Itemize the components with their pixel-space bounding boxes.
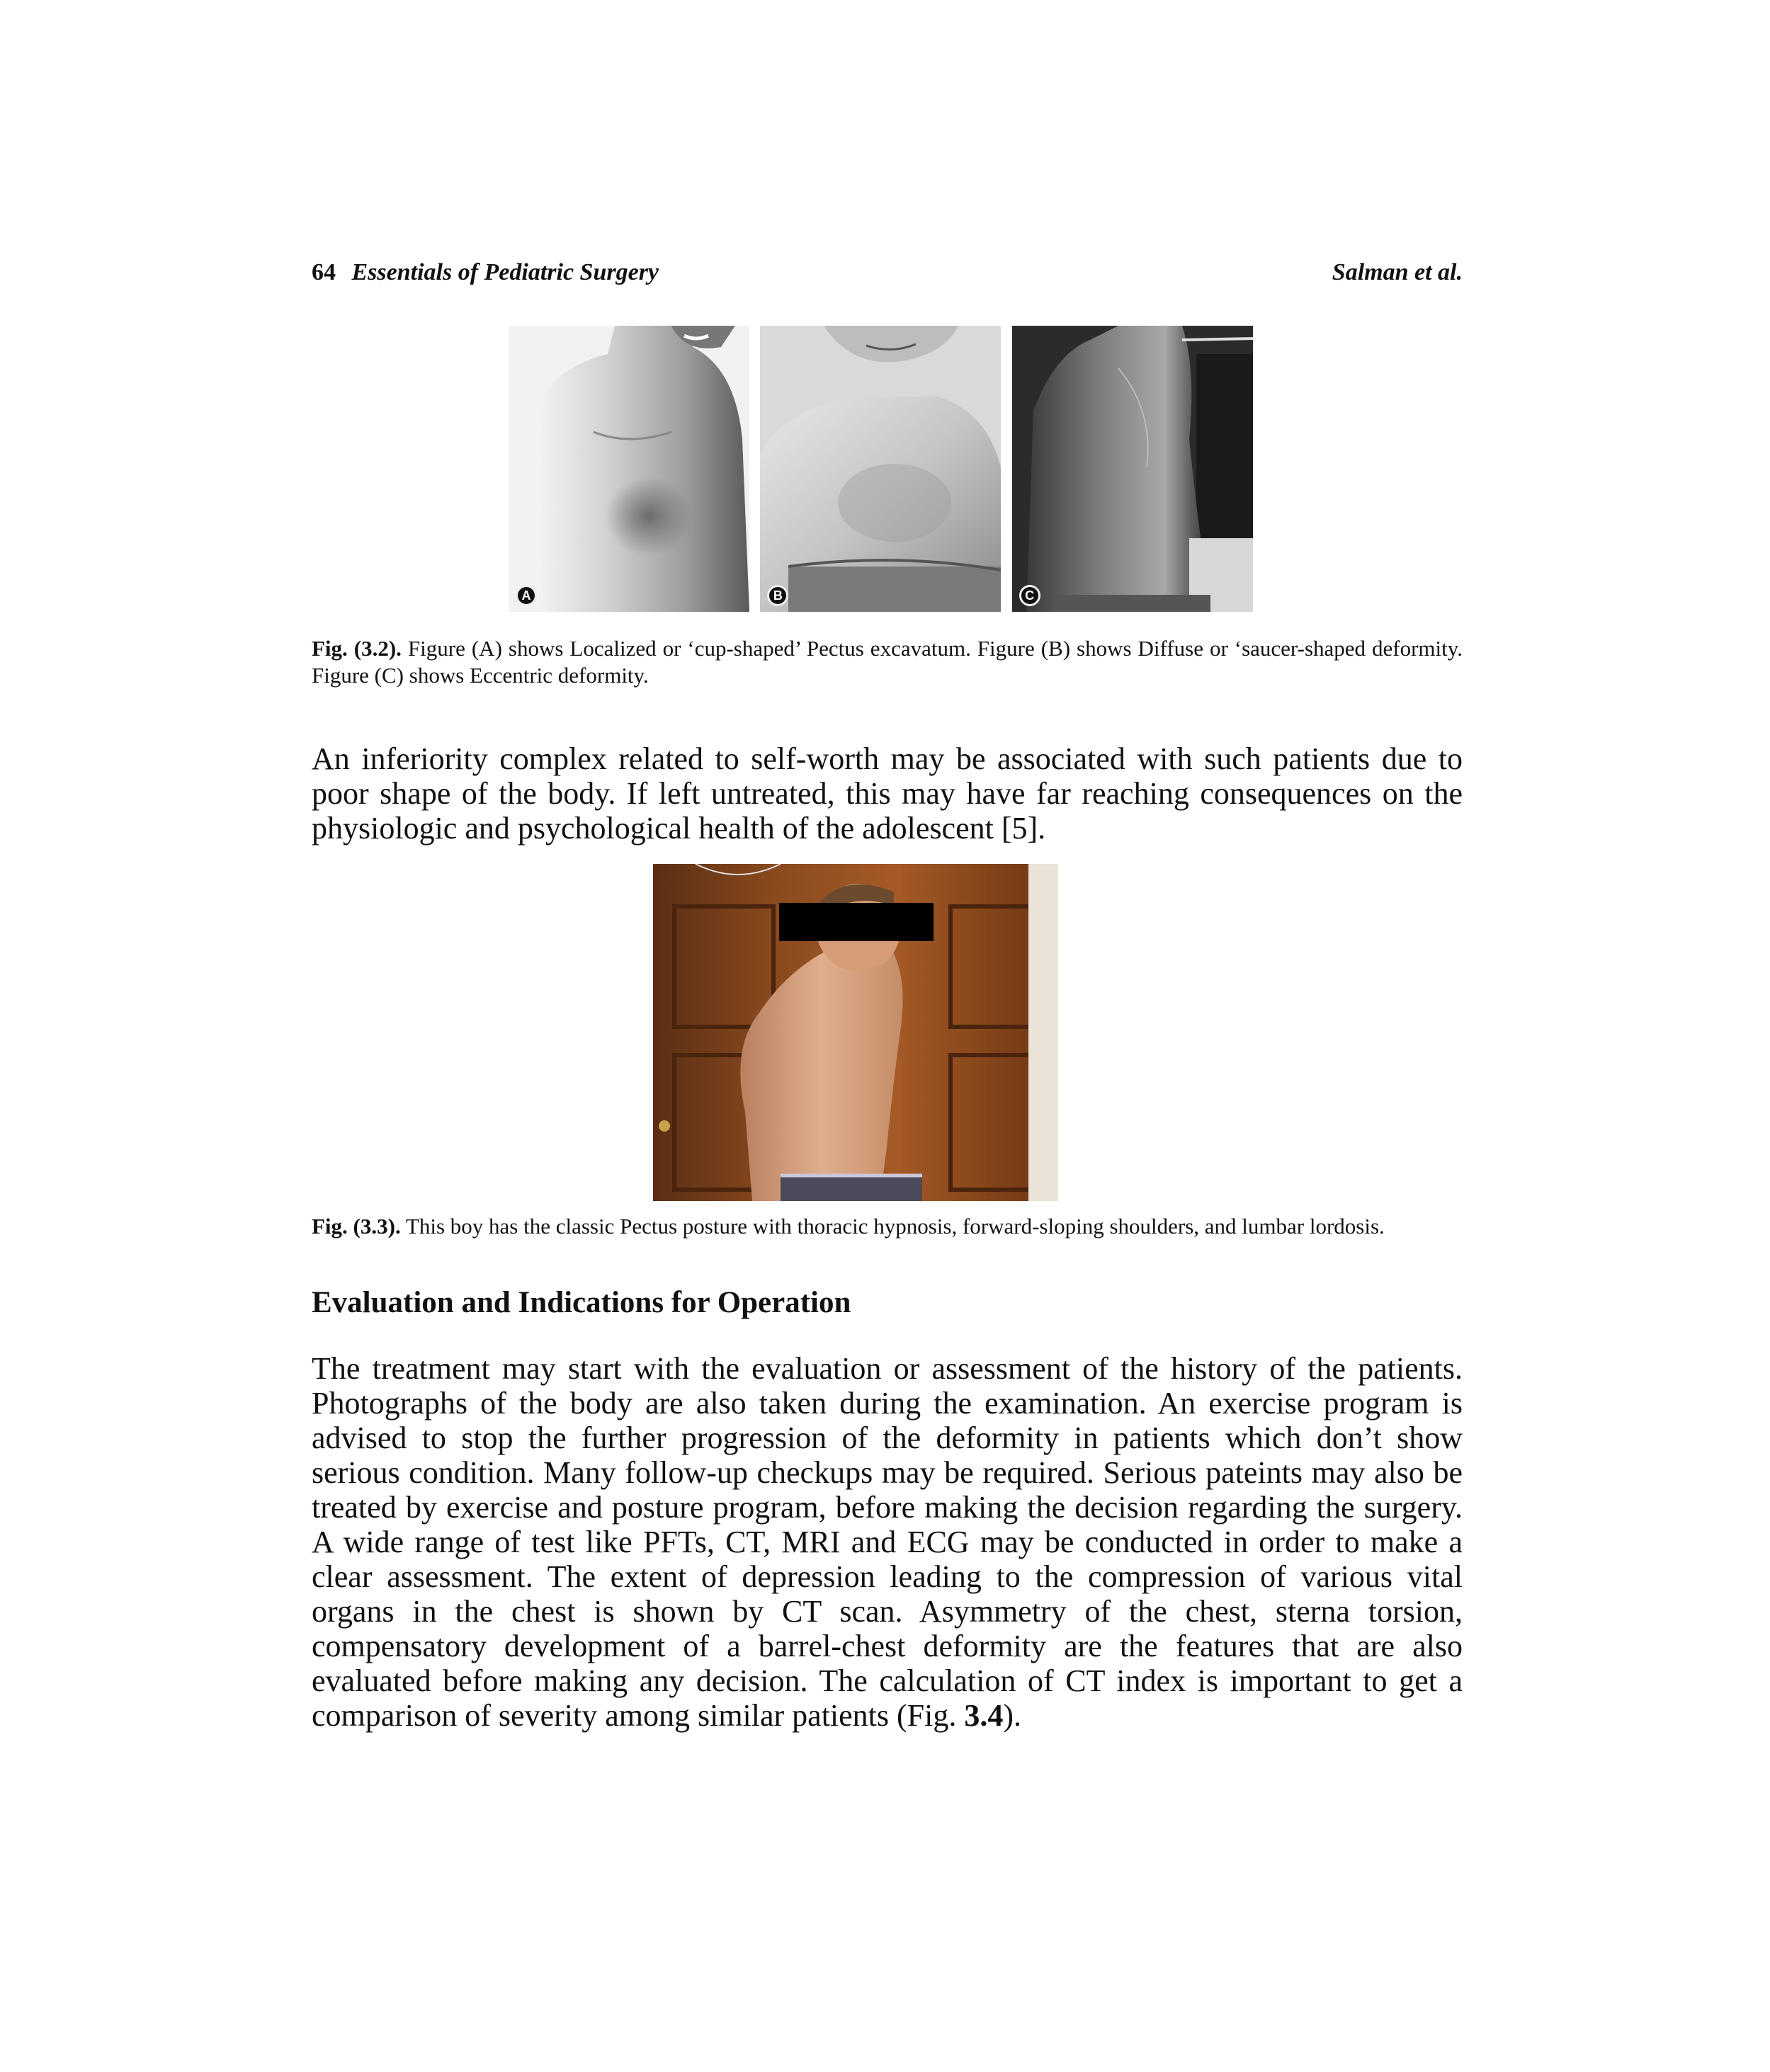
book-title: Essentials of Pediatric Surgery <box>351 259 659 285</box>
figure-3-2-caption-text: Figure (A) shows Localized or ‘cup-shaped’ Pectus excavatum. Figure (B) shows Diffuse or ‘saucer-shaped deformity. Figure (C) shows Eccentric deformity. <box>312 636 1463 688</box>
body-paragraph-1: An inferiority complex related to self-worth may be associated with such patients due to poor shape of the body. If left untreated, this may have far reaching consequences on the physiologic and psychological health of the adolescent [5]. <box>312 741 1463 846</box>
panel-label-a: A <box>516 585 537 606</box>
figure-3-3-caption-text: This boy has the classic Pectus posture with thoracic hypnosis, forward-sloping shoulders, and lumbar lordosis. <box>405 1214 1385 1239</box>
panel-c-photo <box>1012 326 1253 612</box>
body-paragraph-2 <box>312 1351 1463 1733</box>
page-number: 64 <box>312 259 336 285</box>
body-paragraph-2-end: ). <box>1003 1698 1022 1733</box>
figure-3-2-panel-a <box>509 326 754 612</box>
figure-3-2-caption-ref: Fig. (3.2). <box>312 636 402 661</box>
figure-3-4-reference[interactable]: 3.4 <box>964 1698 1004 1733</box>
panel-a-photo <box>509 326 749 612</box>
figure-3-3-caption-ref: Fig. (3.3). <box>312 1214 401 1239</box>
figure-3-3 <box>653 864 1058 1201</box>
figure-3-2-panel-b <box>760 326 1006 612</box>
panel-label-c: C <box>1019 585 1040 606</box>
authors: Salman et al. <box>1332 259 1463 285</box>
figure-3-2 <box>509 326 1258 612</box>
panel-b-photo <box>760 326 1001 612</box>
running-header <box>312 259 1463 293</box>
section-heading: Evaluation and Indications for Operation <box>312 1286 851 1319</box>
body-paragraph-2-text: The treatment may start with the evaluation or assessment of the history of the patients. Photographs of the body are also taken during the examination. An exercise program is advised to stop the further progression of the deformity in patients which don’t show serious condition. Many follow-up checkups may be required. Serious pateints may also be treated by exercise and posture program, before making the decision regarding the surgery. A wide range of test like PFTs, CT, MRI and ECG may be conducted in order to make a clear assessment. The extent of depression leading to the compression of various vital organs in the chest is shown by CT scan. Asymmetry of the chest, sterna torsion, compensatory development of a barrel-chest deformity are the features that are also evaluated before making any decision. The calculation of CT index is important to get a comparison of severity among similar patients (Fig. <box>312 1351 1463 1733</box>
figure-3-2-caption <box>312 635 1463 689</box>
figure-3-3-caption <box>312 1213 1463 1240</box>
face-redaction-bar <box>779 903 934 941</box>
figure-3-2-panel-c <box>1012 326 1258 612</box>
panel-label-b: B <box>767 585 788 606</box>
